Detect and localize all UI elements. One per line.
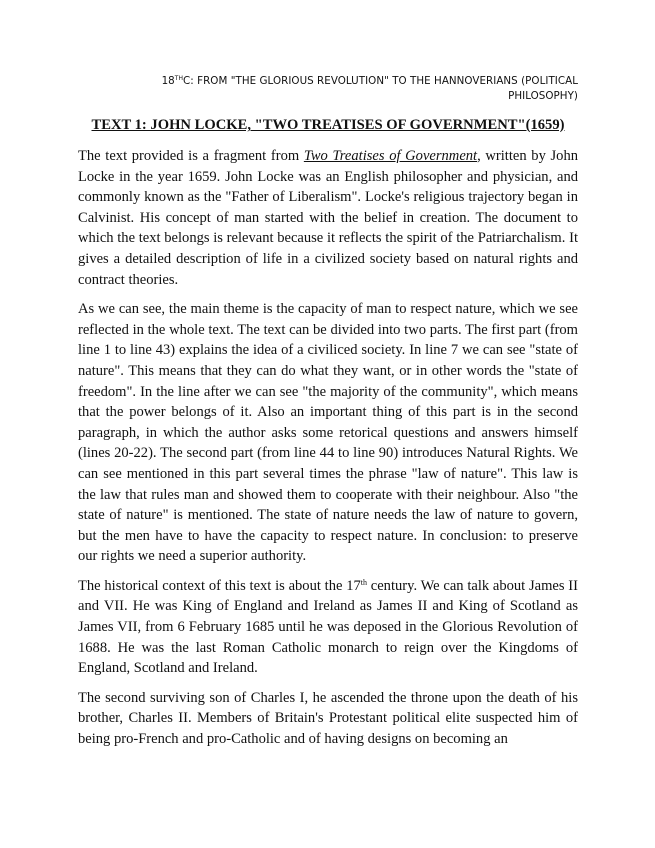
paragraph-intro bbox=[78, 146, 578, 290]
paragraph-context-rest: century. We can talk about James II and VII. He was King of England and Ireland as James II and King of Scotland as James VII, from 6 February 1685 until he was deposed in the Glorious Revolution of 1688. He was the last Roman Catholic monarch to reign over the Kingdoms of England, Scotland and Ireland. bbox=[78, 577, 578, 677]
century-suffix: th bbox=[360, 577, 367, 587]
document-body bbox=[78, 146, 578, 759]
paragraph-context bbox=[78, 576, 578, 679]
header-text: C: FROM "THE GLORIOUS REVOLUTION" TO THE HANNOVERIANS (POLITICAL PHILOSOPHY) bbox=[183, 75, 578, 102]
header-century-suffix: TH bbox=[174, 75, 184, 82]
header-century: 18 bbox=[161, 75, 175, 87]
book-title: Two Treatises of Government bbox=[303, 148, 478, 164]
paragraph-james: The second surviving son of Charles I, he ascended the throne upon the death of his brother, Charles II. Members of Britain's Protestant political elite suspected him of being pro-French and pro-Catholic and of having designs on becoming an bbox=[78, 689, 578, 748]
paragraph-context-start: The historical context of this text is about the 17 bbox=[78, 577, 361, 594]
paragraph-intro-rest: , written by John Locke in the year 1659. John Locke was an English philosopher and physician, and commonly known as the "Father of Liberalism". Locke's religious trajectory began in Calvinist. His concept of man started with the belief in creation. The document to which the text belongs is relevant because it reflects the spirit of the Patriarchalism. It gives a detailed description of life in a civilized society based on natural rights and contract theories. bbox=[78, 148, 578, 288]
paragraph-analysis: As we can see, the main theme is the capacity of man to respect nature, which we see reflected in the whole text. The text can be divided into two parts. The first part (from line 1 to line 43) explains the idea of a civiliced society. In line 7 we can see "state of nature". This means that they can do what they want, or in other words the "state of freedom". In the line after we can see "the majority of the community", which means that the power belongs of it. Also an important thing of this part is in the second paragraph, in which the author asks some retorical questions and answers himself (lines 20-22). The second part (from line 44 to line 90) introduces Natural Rights. We can see mentioned in this part several times the phrase "law of nature". This law is the law that rules man and showed them to cooperate with their neighbour. Also "the state of nature" is mentioned. The state of nature needs the law of nature to govern, but the men have to have the capacity to respect nature. In conclusion: to preserve our rights we need a superior authority. bbox=[78, 301, 578, 565]
page-header bbox=[130, 74, 578, 104]
paragraph-intro-start: The text provided is a fragment from bbox=[78, 148, 304, 164]
document-title: TEXT 1: JOHN LOCKE, "TWO TREATISES OF GOVERNMENT"(1659) bbox=[91, 117, 565, 133]
